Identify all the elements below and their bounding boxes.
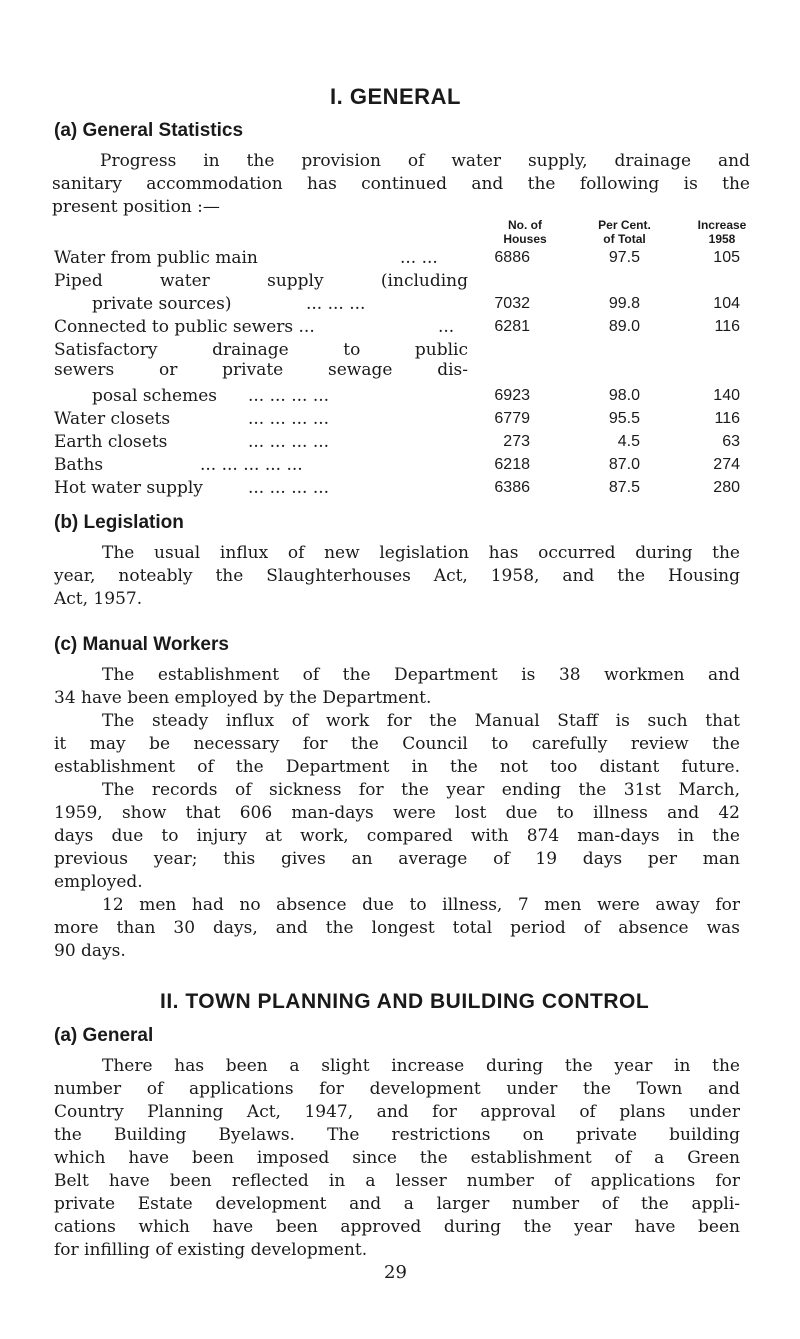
paragraph-line: The establishment of the Department is 38 workmen and [102, 665, 740, 685]
cell-houses: 6923 [494, 387, 530, 404]
col-header-increase [678, 218, 766, 246]
table-row-label [54, 340, 468, 380]
cell-increase: 116 [714, 318, 740, 335]
table-row-label: Water from public main [54, 248, 258, 268]
table-row-label: Hot water supply [54, 478, 203, 498]
cell-houses: 6886 [494, 249, 530, 266]
manual-workers-p2 [54, 710, 740, 779]
paragraph-line: private Estate development and a larger number of the appli- [54, 1194, 740, 1214]
paragraph-line: 90 days. [54, 941, 126, 961]
cell-increase: 116 [714, 410, 740, 427]
paragraph-line: Act, 1957. [54, 589, 143, 609]
paragraph-line: establishment of the Department in the not too distant future. [54, 757, 740, 777]
subsection-c-heading: (c) Manual Workers [54, 634, 229, 655]
cell-percent: 4.5 [617, 433, 640, 450]
table-row-label-line: Satisfactory drainage to public [54, 340, 468, 360]
subsection-b-heading: (b) Legislation [54, 512, 184, 533]
leader-dots: ... ... ... ... [248, 478, 330, 498]
paragraph-line: which have been imposed since the establishment of a Green [54, 1148, 740, 1168]
col-header-line: Houses [503, 232, 547, 246]
table-row-label-line: sewers or private sewage dis- [54, 360, 468, 380]
paragraph-line: days due to injury at work, compared with 874 man-days in the [54, 826, 740, 846]
legislation-paragraph [54, 542, 740, 611]
section-1-title: I. GENERAL [330, 84, 461, 109]
page-number: 29 [384, 1262, 407, 1283]
cell-percent: 98.0 [608, 387, 640, 404]
col-header-line: 1958 [708, 232, 736, 246]
paragraph-line: 1959, show that 606 man-days were lost due to illness and 42 [54, 803, 740, 823]
paragraph-line: Country Planning Act, 1947, and for approval of plans under [54, 1102, 740, 1122]
paragraph-line: it may be necessary for the Council to carefully review the [54, 734, 740, 754]
statistics-intro [52, 150, 750, 219]
table-row-label-cont: private sources) [92, 294, 232, 314]
leader-dots: ... ... ... ... ... [200, 455, 303, 475]
intro-line: Progress in the provision of water supply, drainage and [100, 151, 750, 171]
col-header-line: Increase [697, 218, 747, 232]
paragraph-line: cations which have been approved during the year have been [54, 1217, 740, 1237]
cell-increase: 63 [722, 433, 740, 450]
cell-increase: 105 [713, 249, 740, 266]
paragraph-line: number of applications for development under the Town and [54, 1079, 740, 1099]
manual-workers-p1 [54, 664, 740, 710]
paragraph-line: There has been a slight increase during the year in the [102, 1056, 740, 1076]
leader-dots: ... ... ... ... [248, 432, 330, 452]
table-row-label: Water closets [54, 409, 171, 429]
cell-percent: 95.5 [608, 410, 640, 427]
paragraph-line: 34 have been employed by the Department. [54, 688, 432, 708]
col-header-houses [480, 218, 570, 246]
leader-dots: ... ... ... [306, 294, 366, 314]
paragraph-line: for infilling of existing development. [54, 1240, 368, 1260]
section-2-title: II. TOWN PLANNING AND BUILDING CONTROL [160, 990, 650, 1013]
cell-houses: 6386 [494, 479, 530, 496]
col-header-line: of Total [603, 232, 646, 246]
paragraph-line: year, noteably the Slaughterhouses Act, 1958, and the Housing [54, 566, 740, 586]
col-header-line: Per Cent. [598, 218, 651, 232]
cell-increase: 104 [713, 295, 740, 312]
leader-dots: ... ... [400, 248, 438, 268]
table-row-label: Earth closets [54, 432, 168, 452]
col-header-percent [577, 218, 672, 246]
cell-percent: 87.0 [608, 456, 640, 473]
intro-line: sanitary accommodation has continued and the following is the [52, 174, 750, 194]
cell-houses: 6218 [494, 456, 530, 473]
paragraph-line: employed. [54, 872, 143, 892]
cell-increase: 280 [713, 479, 740, 496]
table-row-label-cont: posal schemes [92, 386, 217, 406]
cell-increase: 140 [713, 387, 740, 404]
subsection-a-heading: (a) General Statistics [54, 120, 244, 141]
town-planning-paragraph [54, 1055, 740, 1262]
paragraph-line: The records of sickness for the year ending the 31st March, [102, 780, 740, 800]
paragraph-line: Belt have been reflected in a lesser number of applications for [54, 1171, 740, 1191]
table-row-label: Connected to public sewers ... [54, 317, 315, 337]
leader-dots: ... ... ... ... [248, 409, 330, 429]
section-2-subsection-a-heading: (a) General [54, 1025, 154, 1046]
cell-houses: 6281 [494, 318, 530, 335]
paragraph-line: previous year; this gives an average of 19 days per man [54, 849, 740, 869]
leader-dots: ... ... ... ... [248, 386, 330, 406]
paragraph-line: the Building Byelaws. The restrictions on private building [54, 1125, 740, 1145]
table-row-label-line: Piped water supply (including [54, 271, 468, 291]
cell-houses: 273 [503, 433, 530, 450]
paragraph-line: 12 men had no absence due to illness, 7 men were away for [102, 895, 740, 915]
cell-percent: 97.5 [608, 249, 640, 266]
cell-increase: 274 [713, 456, 740, 473]
manual-workers-p4 [54, 894, 740, 963]
paragraph-line: The steady influx of work for the Manual Staff is such that [102, 711, 740, 731]
cell-houses: 6779 [494, 410, 530, 427]
intro-line: present position :— [52, 197, 220, 217]
table-row-label [54, 271, 468, 291]
cell-percent: 99.8 [608, 295, 640, 312]
paragraph-line: more than 30 days, and the longest total period of absence was [54, 918, 740, 938]
cell-houses: 7032 [494, 295, 530, 312]
manual-workers-p3 [54, 779, 740, 894]
table-row-label: Baths [54, 455, 104, 475]
paragraph-line: The usual influx of new legislation has occurred during the [102, 543, 740, 563]
cell-percent: 87.5 [608, 479, 640, 496]
leader-dots: ... [438, 317, 455, 337]
cell-percent: 89.0 [608, 318, 640, 335]
col-header-line: No. of [508, 218, 542, 232]
